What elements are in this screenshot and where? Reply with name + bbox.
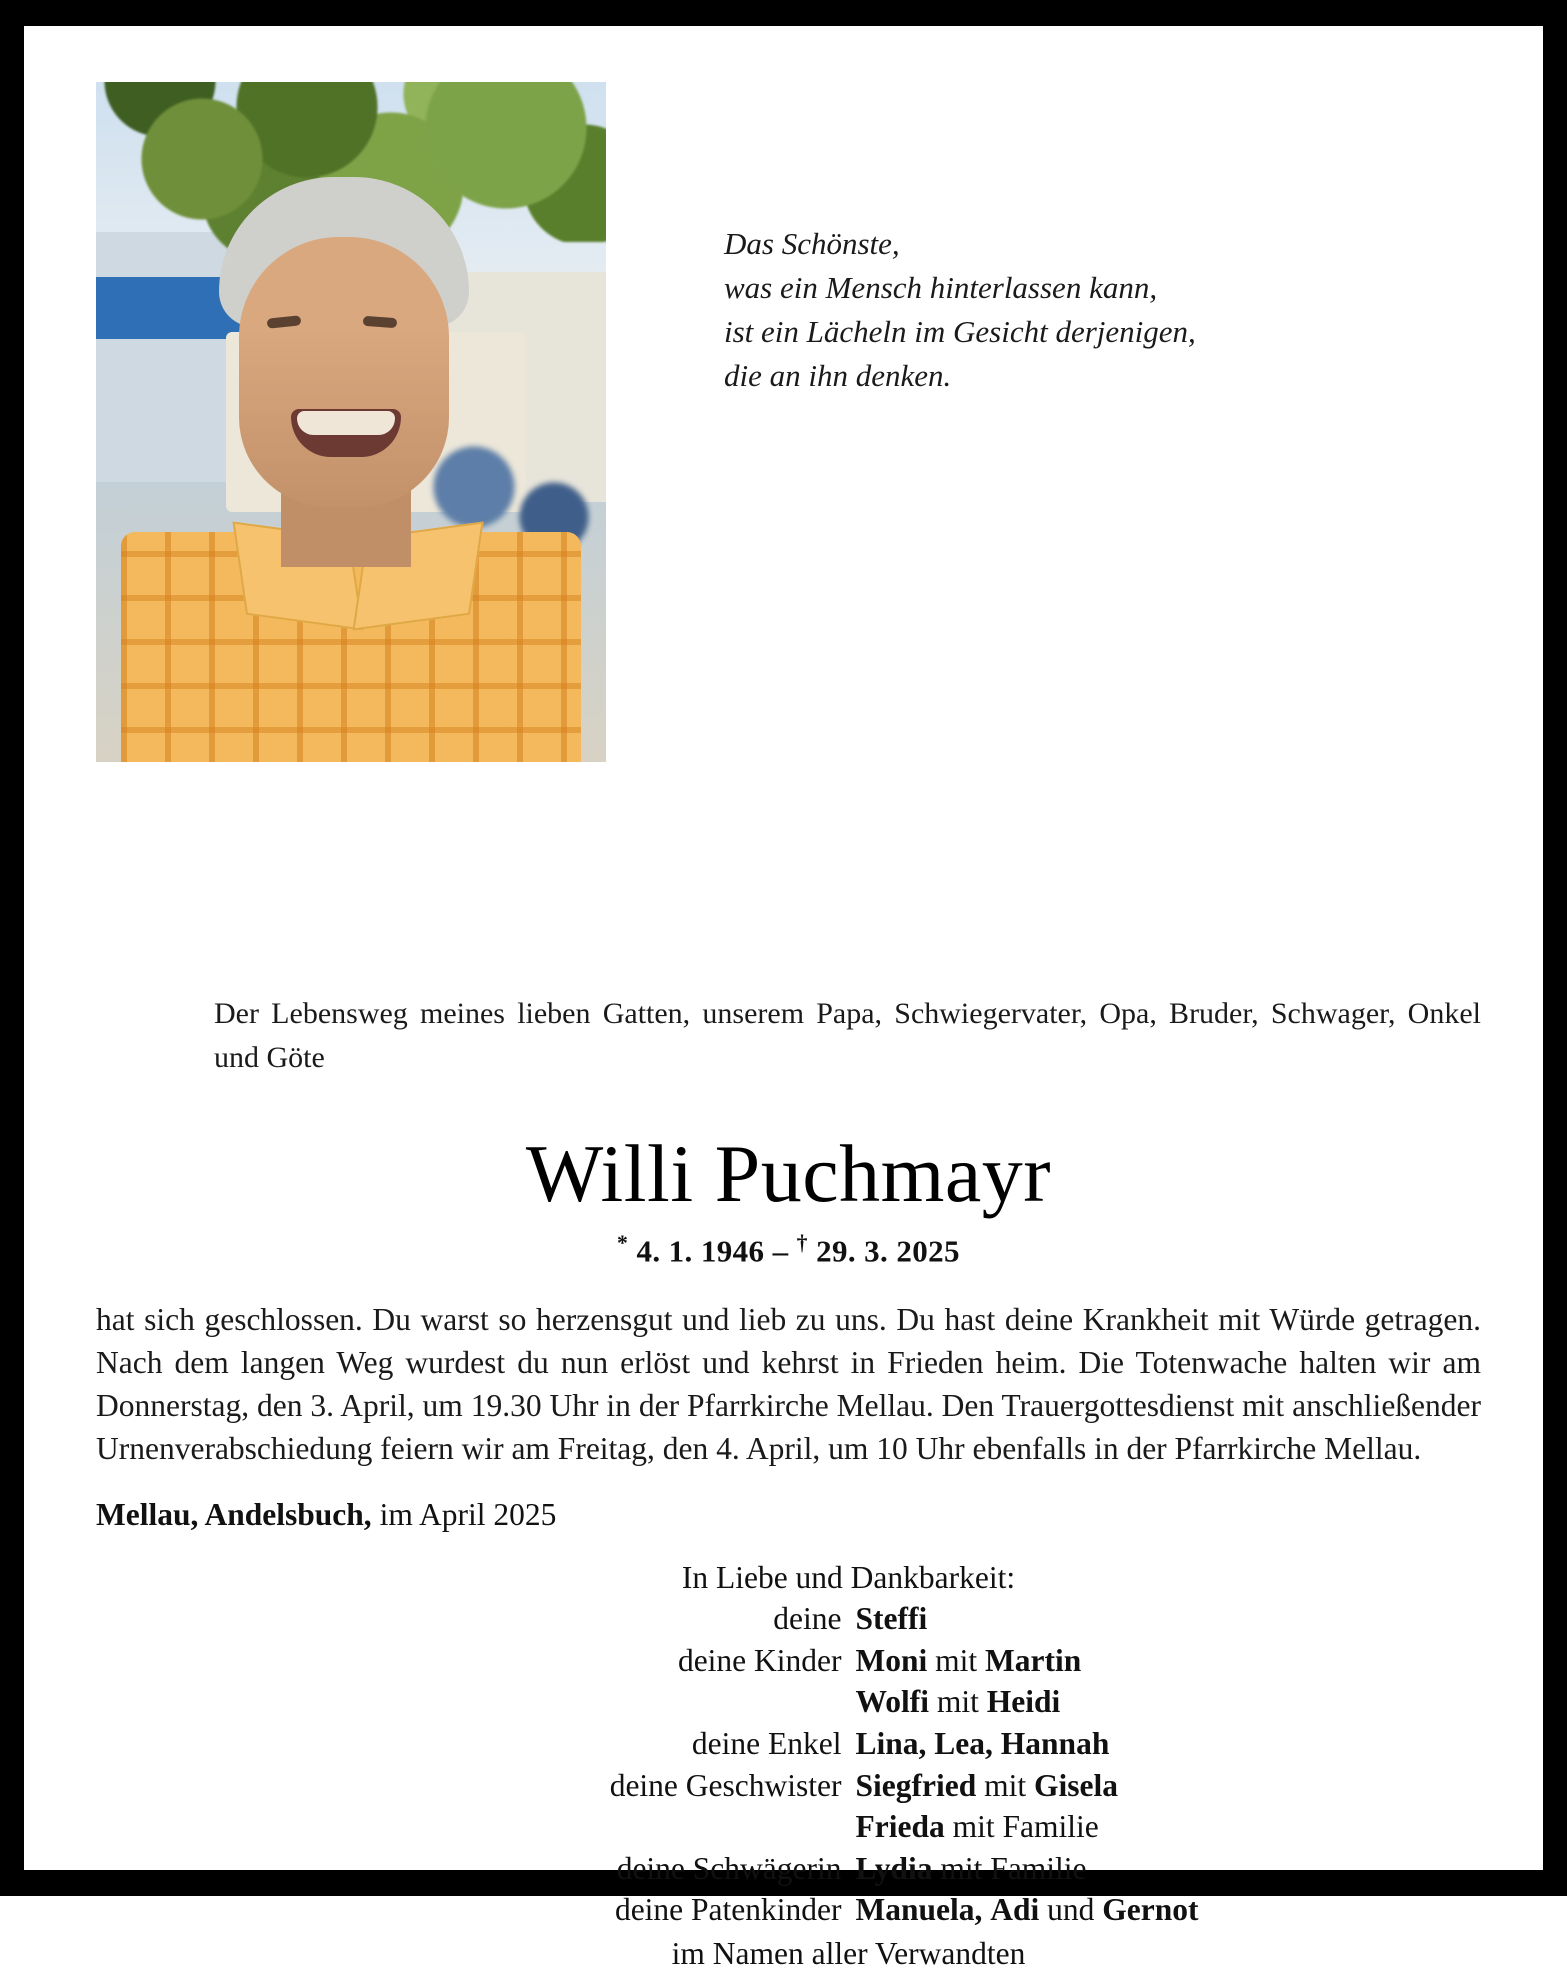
quote-block	[606, 82, 1481, 398]
family-names: Siegfried mit Gisela	[855, 1767, 1118, 1803]
family-names: Lydia mit Familie	[855, 1850, 1087, 1886]
family-names: Moni mit Martin	[855, 1642, 1082, 1678]
top-section	[96, 82, 1481, 762]
family-names: Lina, Lea, Hannah	[855, 1726, 1110, 1762]
photo-person	[181, 177, 521, 762]
family-relation-label: deine Patenkinder	[614, 1892, 842, 1928]
family-names: Steffi	[855, 1601, 928, 1637]
family-names: Frieda mit Familie	[855, 1809, 1099, 1845]
quote-line-4: die an ihn denken.	[724, 358, 952, 394]
family-rows	[216, 1598, 1481, 1931]
family-relation-label	[216, 1806, 842, 1848]
quote-line-3: ist ein Lächeln im Gesicht derjenigen,	[724, 314, 1196, 350]
family-relation-label: deine Geschwister	[609, 1767, 842, 1803]
family-footer: im Namen aller Verwandten	[671, 1935, 1026, 1971]
obituary-body: hat sich geschlossen. Du warst so herzensgut und lieb zu uns. Du hast deine Krankheit mit Würde getragen. Nach dem langen Weg wurdest du nun erlöst und kehrst in Frieden heim. Die Totenwache halten wir am Donnerstag, den 3. April, um 19.30 Uhr in der Pfarrkirche Mellau. Den Trauergottesdienst mit anschließender Urnenverabschiedung feiern wir am Freitag, den 4. April, um 10 Uhr ebenfalls in der Pfarrkirche Mellau.	[96, 1302, 1481, 1466]
place-names: Mellau, Andelsbuch,	[96, 1496, 372, 1532]
photo-teeth	[297, 411, 395, 435]
photo-container	[96, 82, 606, 762]
family-relation-label: deine	[773, 1601, 842, 1637]
family-relation-label: deine Enkel	[691, 1726, 842, 1762]
death-date: 29. 3. 2025	[816, 1233, 960, 1269]
family-heading: In Liebe und Dankbarkeit:	[681, 1559, 1016, 1595]
lead-paragraph: Der Lebensweg meines lieben Gatten, unserem Papa, Schwiegervater, Opa, Bruder, Schwager, Onkel und Göte	[214, 997, 1481, 1074]
life-dates	[96, 1231, 1481, 1269]
birth-date: 4. 1. 1946	[636, 1233, 765, 1269]
date-separator: –	[772, 1233, 789, 1269]
family-names: Manuela, Adi und Gernot	[855, 1892, 1199, 1928]
place-month: im April 2025	[371, 1496, 557, 1532]
place-and-date	[96, 1497, 1481, 1533]
birth-symbol: *	[617, 1231, 629, 1256]
family-relation-label: deine Schwägerin	[616, 1850, 842, 1886]
family-block	[96, 1557, 1481, 1975]
family-relation-label: deine Kinder	[677, 1642, 842, 1678]
portrait-photo	[96, 82, 606, 762]
quote-line-2: was ein Mensch hinterlassen kann,	[724, 270, 1158, 306]
obituary-card	[24, 26, 1543, 1971]
family-relation-label	[216, 1681, 842, 1723]
family-names: Wolfi mit Heidi	[855, 1684, 1061, 1720]
deceased-name: Willi Puchmayr	[525, 1128, 1052, 1219]
quote-line-1: Das Schönste,	[724, 226, 900, 261]
death-symbol: †	[796, 1231, 808, 1256]
